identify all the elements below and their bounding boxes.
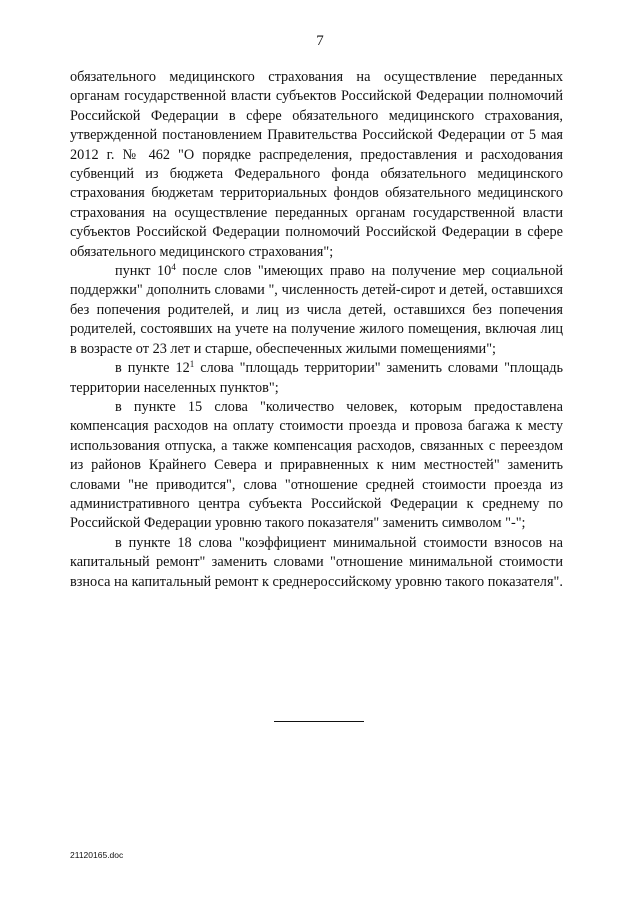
paragraph-text: пункт 10 bbox=[115, 263, 172, 280]
paragraph-text: слова "площадь территории" заменить словами "площадь территории населенных пунктов"; bbox=[70, 360, 564, 396]
file-name: 21120165.doc bbox=[70, 850, 124, 860]
paragraph-continuation: обязательного медицинского страхования на осуществление переданных органам государственной власти субъектов Российской Федерации полномочий Российской Федерации в сфере обязательного медицинского страхования, утвержденной постановлением Правительства Российской Федерации от 5 мая 2012 г. № 462 "О порядке распределения, предоставления и расходования субвенций из бюджета Федерального фонда обязательного медицинского страхования бюджетам территориальных фондов обязательного медицинского страхования на осуществление переданных органам государственной власти субъектов Российской Федерации полномочий Российской Федерации в сфере обязательного медицинского страхования"; bbox=[70, 69, 563, 260]
superscript-index: 4 bbox=[171, 262, 176, 273]
paragraph-item-12-1 bbox=[70, 359, 563, 398]
paragraph-item-10-4 bbox=[70, 262, 563, 359]
paragraph-text: в пункте 12 bbox=[115, 360, 190, 377]
paragraph-text: после слов "имеющих право на получение мер социальной поддержки" дополнить словами ", численность детей-сирот и детей, оставшихся без попечения родителей, и лиц из числа детей, оставшихся без попечения родителей, состоявших на учете на получение жилого помещения, включая лиц в возрасте от 23 лет и старше, обеспеченных жилыми помещениями"; bbox=[70, 263, 564, 357]
end-of-document-line bbox=[274, 721, 364, 722]
document-body bbox=[70, 68, 563, 592]
page-number: 7 bbox=[316, 33, 324, 49]
superscript-index: 1 bbox=[189, 359, 195, 370]
paragraph-item-15: в пункте 15 слова "количество человек, которым предоставлена компенсация расходов на оплату стоимости проезда и провоза багажа к месту использования отпуска, а также компенсация расходов, связанных с переездом из районов Крайнего Севера и приравненных к ним местностей" заменить словами "не приводится", слова "отношение средней стоимости проезда из административного центра субъекта Российской Федерации к среднему по Российской Федерации уровню такого показателя" заменить символом "-"; bbox=[70, 398, 563, 532]
paragraph-item-18: в пункте 18 слова "коэффициент минимальной стоимости взносов на капитальный ремонт" заменить словами "отношение минимальной стоимости взноса на капитальный ремонт к среднероссийскому уровню такого показателя". bbox=[70, 534, 563, 590]
